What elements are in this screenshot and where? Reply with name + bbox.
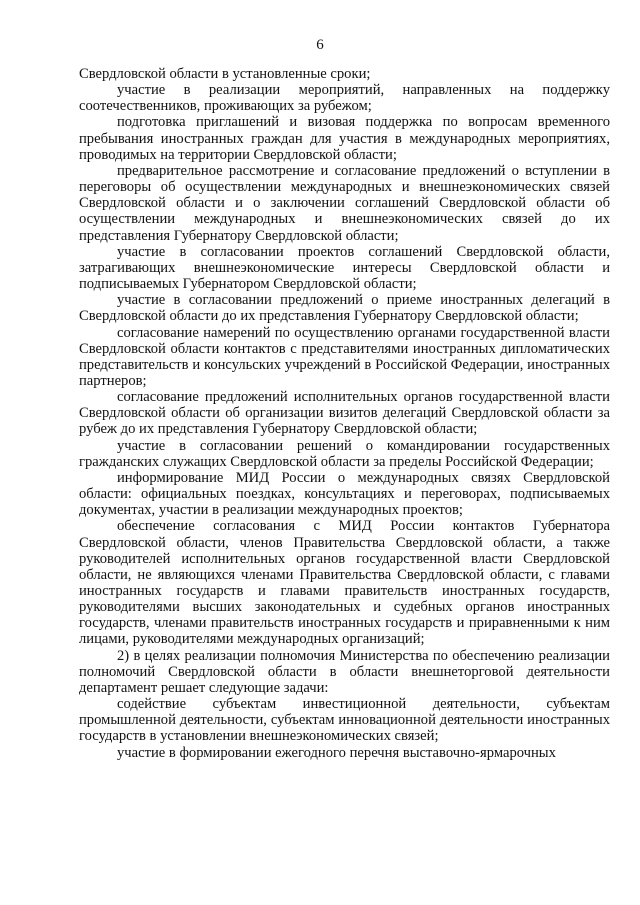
paragraph: 2) в целях реализации полномочия Министерства по обеспечению реализации полномочий Свердловской области в области внешнеторговой деятельности департамент решает следующие задачи: [79,647,610,696]
paragraph: содействие субъектам инвестиционной деятельности, субъектам промышленной деятельности, субъектам инновационной деятельности иностранных государств в установлении внешнеэкономических связей; [79,696,610,745]
document-body [79,66,610,761]
paragraph: участие в согласовании решений о командировании государственных гражданских служащих Свердловской области за пределы Российской Федерации; [79,437,610,470]
paragraph: участие в согласовании предложений о приеме иностранных делегаций в Свердловской области до их представления Губернатору Свердловской области; [79,292,610,325]
paragraph: участие в согласовании проектов соглашений Свердловской области, затрагивающих внешнеэкономические интересы Свердловской области и подписываемых Губернатором Свердловской области; [79,243,610,293]
paragraph: информирование МИД России о международных связях Свердловской области: официальных поездках, консультациях и переговорах, подписываемых документах, участии в реализации международных проектов; [79,469,610,519]
page-number: 6 [316,37,324,53]
paragraph: Свердловской области в установленные сроки; [79,66,371,82]
paragraph: согласование предложений исполнительных органов государственной власти Свердловской области об организации визитов делегаций Свердловской области за рубеж до их представления Губернатору Свердловской области; [79,389,610,438]
paragraph: подготовка приглашений и визовая поддержка по вопросам временного пребывания иностранных граждан для участия в международных мероприятиях, проводимых на территории Свердловской области; [79,114,610,163]
paragraph: обеспечение согласования с МИД России контактов Губернатора Свердловской области, членов Правительства Свердловской области, а также руководителей исполнительных органов государственной власти Свердловской области, не являющихся членами Правительства Свердловской области, с главами иностранных государств и главами правительств иностранных государств, руководителями высших законодательных и судебных органов иностранных государств, членами правительств иностранных государств и приравненными к ним лицами, руководителями международных организаций; [79,518,610,648]
paragraph: участие в формировании ежегодного перечня выставочно-ярмарочных [117,744,556,761]
paragraph: согласование намерений по осуществлению органами государственной власти Свердловской области контактов с представителями иностранных дипломатических представительств и консульских учреждений в Российской Федерации, иностранных партнеров; [79,324,610,389]
paragraph: участие в реализации мероприятий, направленных на поддержку соотечественников, проживающих за рубежом; [79,82,610,115]
paragraph: предварительное рассмотрение и согласование предложений о вступлении в переговоры об осуществлении международных и внешнеэкономических связей Свердловской области и о заключении соглашений Свердловской области об осуществлении международных и внешнеэкономических связей до их представления Губернатору Свердловской области; [79,162,610,244]
